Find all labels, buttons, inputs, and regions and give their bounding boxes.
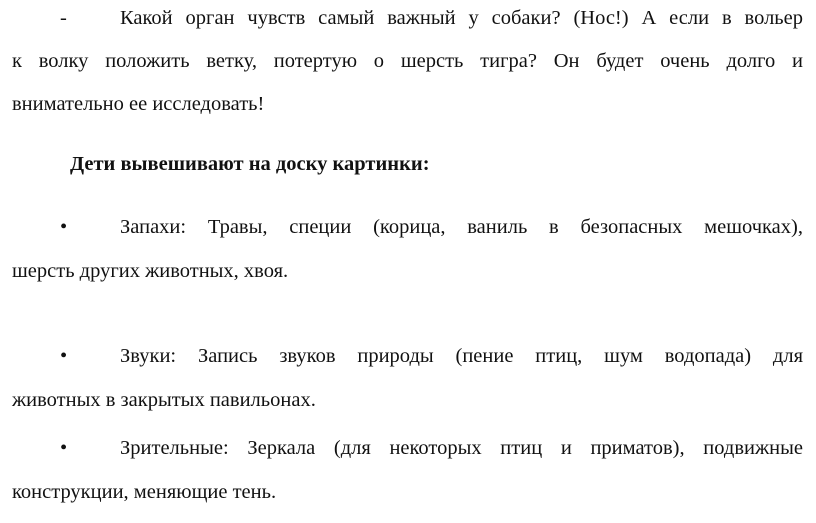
paragraph-line: к волку положить ветку, потертую о шерсть тигра? Он будет очень долго и — [12, 50, 803, 72]
bullet-line: конструкции, меняющие тень. — [12, 481, 277, 503]
paragraph-line: внимательно ее исследовать! — [12, 93, 265, 115]
bullet-line: животных в закрытых павильонах. — [12, 389, 316, 411]
bullet-marker: • — [60, 216, 68, 238]
bullet-marker: • — [60, 345, 68, 367]
bullet-marker: • — [60, 437, 68, 459]
section-heading: Дети вывешивают на доску картинки: — [70, 153, 430, 175]
bullet-line: Запахи: Травы, специи (корица, ваниль в безопасных мешочках), — [120, 216, 803, 238]
bullet-line: Звуки: Запись звуков природы (пение птиц, шум водопада) для — [120, 345, 803, 367]
dash-marker: - — [60, 7, 67, 29]
bullet-line: шерсть других животных, хвоя. — [12, 260, 289, 282]
bullet-line: Зрительные: Зеркала (для некоторых птиц и приматов), подвижные — [120, 437, 803, 459]
paragraph-line: Какой орган чувств самый важный у собаки? (Нос!) А если в вольер — [120, 7, 803, 29]
